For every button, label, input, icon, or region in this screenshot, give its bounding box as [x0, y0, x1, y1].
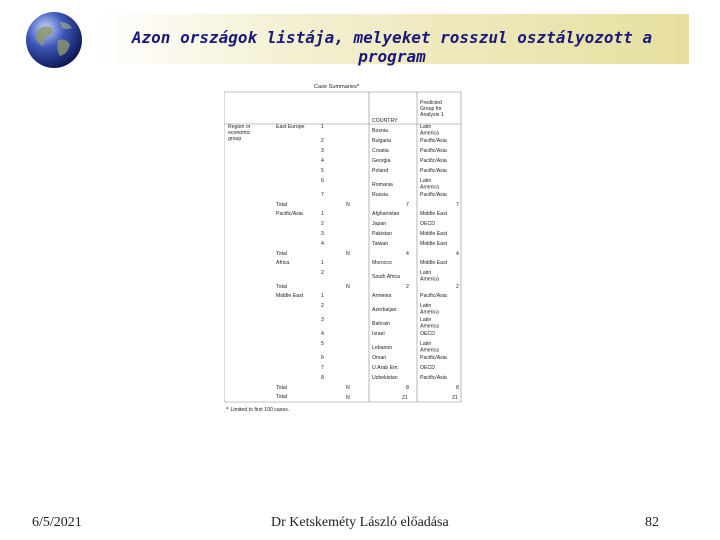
predicted-group-cell: OECD: [420, 331, 435, 337]
grand-total-count: 21: [452, 395, 458, 401]
predicted-group-cell: OECD: [420, 365, 435, 371]
row-group-label: group: [228, 136, 242, 142]
predicted-group-cell: Latin: [420, 270, 432, 276]
header-predicted-group: Analysis 1: [420, 112, 444, 118]
predicted-group-cell: Pacific/Asia: [420, 375, 447, 381]
case-number: 4: [321, 331, 324, 337]
total-count: 4: [456, 251, 459, 257]
case-number: 1: [321, 293, 324, 299]
predicted-group-cell: Middle East: [420, 211, 448, 217]
country-cell: South Africa: [372, 274, 400, 280]
case-number: 2: [321, 270, 324, 276]
case-summaries-table: [224, 82, 474, 465]
predicted-group-cell: Pacific/Asia: [420, 138, 447, 144]
country-cell: Croatia: [372, 148, 389, 154]
predicted-group-cell: OECD: [420, 221, 435, 227]
country-cell: Georgia: [372, 158, 391, 164]
predicted-group-cell: Latin: [420, 341, 432, 347]
country-cell: Afghanistan: [372, 211, 400, 217]
country-cell: U.Arab Em.: [372, 365, 399, 371]
country-cell: Taiwan: [372, 241, 389, 247]
predicted-group-cell: America: [420, 276, 440, 283]
header-predicted-group: Predicted: [420, 100, 442, 106]
case-number: 6: [321, 178, 324, 184]
total-count: 8: [406, 385, 409, 391]
predicted-group-cell: Pacific/Asia: [420, 168, 447, 174]
case-number: 1: [321, 260, 324, 266]
country-cell: Bosnia: [372, 128, 388, 134]
group-name: East Europe: [276, 124, 305, 130]
row-group-label: Region or: [228, 124, 251, 130]
predicted-group-cell: America: [420, 347, 440, 354]
predicted-group-cell: Middle East: [420, 231, 448, 237]
predicted-group-cell: Middle East: [420, 241, 448, 247]
country-cell: Bahrain: [372, 321, 390, 327]
total-count: 8: [456, 385, 459, 391]
predicted-group-cell: Pacific/Asia: [420, 148, 447, 154]
predicted-group-cell: Middle East: [420, 260, 448, 266]
country-cell: Azerbaijan: [372, 307, 397, 313]
case-number: 7: [321, 365, 324, 371]
footer-date: 6/5/2021: [32, 515, 82, 530]
n-label: N: [346, 284, 350, 290]
case-number: 3: [321, 148, 324, 154]
total-label: Total: [276, 251, 287, 257]
case-number: 8: [321, 375, 324, 381]
predicted-group-cell: Latin: [420, 124, 432, 130]
table-footnote: $^{a.}$ Limited to first 100 cases.: [226, 405, 290, 413]
case-number: 2: [321, 138, 324, 144]
predicted-group-cell: America: [420, 184, 440, 191]
grand-total-count: 21: [402, 395, 408, 401]
case-number: 3: [321, 231, 324, 237]
country-cell: Japan: [372, 221, 387, 227]
predicted-group-cell: Latin: [420, 178, 432, 184]
table-caption: Case Summaries$^a$: [314, 82, 360, 90]
case-number: 5: [321, 341, 324, 347]
predicted-group-cell: Latin: [420, 317, 432, 323]
footer-page-number: 82: [645, 515, 659, 530]
n-label: N: [346, 202, 350, 208]
predicted-group-cell: Pacific/Asia: [420, 192, 447, 198]
case-number: 3: [321, 317, 324, 323]
country-cell: Oman: [372, 355, 387, 361]
grand-total-label: Total: [276, 394, 287, 400]
country-cell: Romania: [372, 182, 393, 188]
case-number: 4: [321, 158, 324, 164]
footer-author: Dr Ketskeméty László előadása: [271, 515, 449, 530]
n-label: N: [346, 395, 350, 401]
total-count: 2: [456, 284, 459, 290]
predicted-group-cell: America: [420, 309, 440, 316]
title-band: [95, 14, 689, 64]
country-cell: Armenia: [372, 293, 392, 299]
total-count: 7: [456, 202, 459, 208]
total-label: Total: [276, 202, 287, 208]
case-number: 2: [321, 303, 324, 309]
header-country: COUNTRY: [372, 118, 398, 124]
country-cell: Bulgaria: [372, 138, 392, 144]
total-count: 4: [406, 251, 409, 257]
case-number: 1: [321, 124, 324, 130]
country-cell: Uzbekistan: [372, 375, 398, 381]
predicted-group-cell: Latin: [420, 303, 432, 309]
group-name: Middle East: [276, 293, 304, 299]
country-cell: Lebanon: [372, 345, 393, 351]
predicted-group-cell: America: [420, 130, 440, 137]
row-group-label: economic: [228, 130, 251, 136]
case-number: 7: [321, 192, 324, 198]
n-label: N: [346, 385, 350, 391]
case-number: 6: [321, 355, 324, 361]
predicted-group-cell: Pacific/Asia: [420, 158, 447, 164]
case-number: 1: [321, 211, 324, 217]
total-label: Total: [276, 385, 287, 391]
country-cell: Israel: [372, 331, 385, 337]
country-cell: Poland: [372, 168, 389, 174]
total-count: 7: [406, 202, 409, 208]
predicted-group-cell: Pacific/Asia: [420, 355, 447, 361]
total-label: Total: [276, 284, 287, 290]
country-cell: Pakistan: [372, 231, 392, 237]
slide-title: Azon országok listája, melyeket rosszul osztályozott a program: [131, 28, 653, 66]
n-label: N: [346, 251, 350, 257]
case-number: 2: [321, 221, 324, 227]
country-cell: Morocco: [372, 260, 392, 266]
predicted-group-cell: America: [420, 323, 440, 330]
case-number: 5: [321, 168, 324, 174]
header-predicted-group: Group for: [420, 106, 442, 112]
group-name: Pacific/Asia: [276, 211, 303, 217]
group-name: Africa: [276, 260, 290, 266]
predicted-group-cell: Pacific/Asia: [420, 293, 447, 299]
globe-icon: [24, 10, 84, 70]
total-count: 2: [406, 284, 409, 290]
country-cell: Russia: [372, 192, 388, 198]
case-number: 4: [321, 241, 324, 247]
